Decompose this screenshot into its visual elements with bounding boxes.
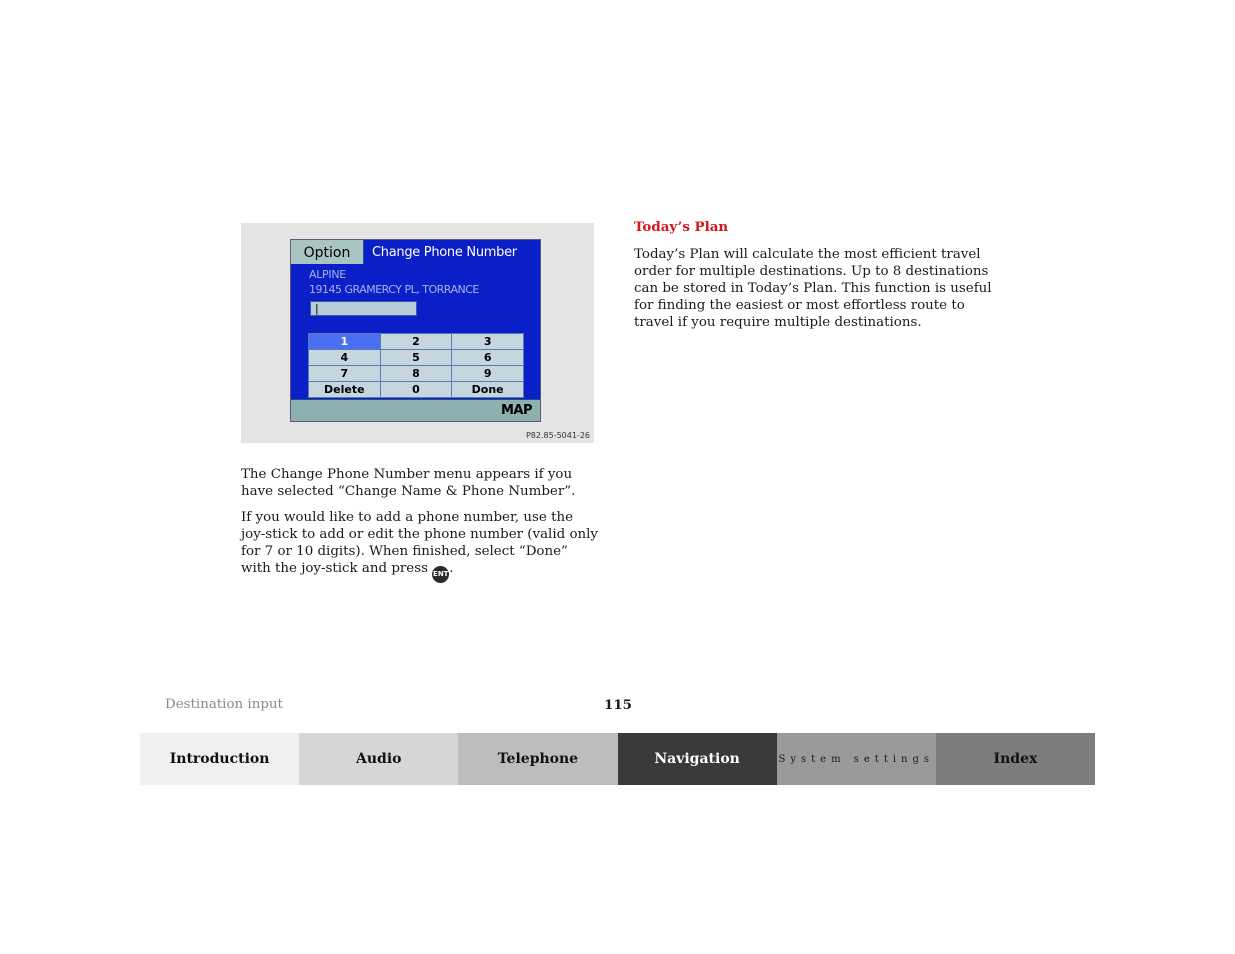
paragraph-end: .: [449, 561, 454, 576]
tab-introduction[interactable]: Introduction: [140, 733, 299, 785]
section-label: Destination input: [165, 697, 283, 712]
key-done: Done: [452, 382, 524, 398]
key-0: 0: [380, 382, 452, 398]
key-7: 7: [309, 366, 381, 382]
paragraph-todays-plan: Today’s Plan will calculate the most efficient travel order for multiple destinations. Up to 8 destinations can be stored in Today’s Plan. This function is useful for finding the easiest or most effortless route to travel if you require multiple destinations.: [634, 247, 992, 330]
phone-number-field: |: [310, 301, 417, 316]
address-street: 19145 GRAMERCY PL, TORRANCE: [309, 283, 479, 296]
tab-navigation[interactable]: Navigation: [618, 733, 777, 785]
tab-index[interactable]: Index: [936, 733, 1095, 785]
paragraph-menu-intro: The Change Phone Number menu appears if you have selected “Change Name & Phone Number”.: [241, 467, 576, 499]
key-6: 6: [452, 350, 524, 366]
key-3: 3: [452, 334, 524, 350]
keypad: [308, 333, 524, 398]
map-label: MAP: [500, 403, 532, 418]
paragraph-add-phone: [241, 509, 601, 583]
section-heading: Today’s Plan: [634, 219, 729, 235]
key-1: 1: [309, 334, 381, 350]
address-name: ALPINE: [309, 268, 346, 281]
screenshot-figure: [241, 223, 594, 443]
tab-audio[interactable]: Audio: [299, 733, 458, 785]
page-number: 115: [604, 697, 632, 713]
paragraph-add-phone-text: If you would like to add a phone number, use the joy-stick to add or edit the phone number (valid only for 7 or 10 digits). When finished, select “Done” with the joy-stick and press: [241, 510, 598, 576]
key-2: 2: [380, 334, 452, 350]
key-8: 8: [380, 366, 452, 382]
figure-id: P82.85-5041-26: [525, 431, 590, 440]
tab-system-settings[interactable]: System settings: [777, 733, 936, 785]
key-4: 4: [309, 350, 381, 366]
screen-bottom-bar: [291, 399, 540, 421]
nav-screen: [290, 239, 541, 422]
enter-button-icon: ENT: [432, 566, 449, 583]
tab-telephone[interactable]: Telephone: [458, 733, 617, 785]
chapter-tab-bar: [140, 733, 1095, 785]
option-tab: Option: [291, 240, 364, 264]
screen-title: Change Phone Number: [372, 245, 517, 260]
key-9: 9: [452, 366, 524, 382]
key-5: 5: [380, 350, 452, 366]
key-delete: Delete: [309, 382, 381, 398]
